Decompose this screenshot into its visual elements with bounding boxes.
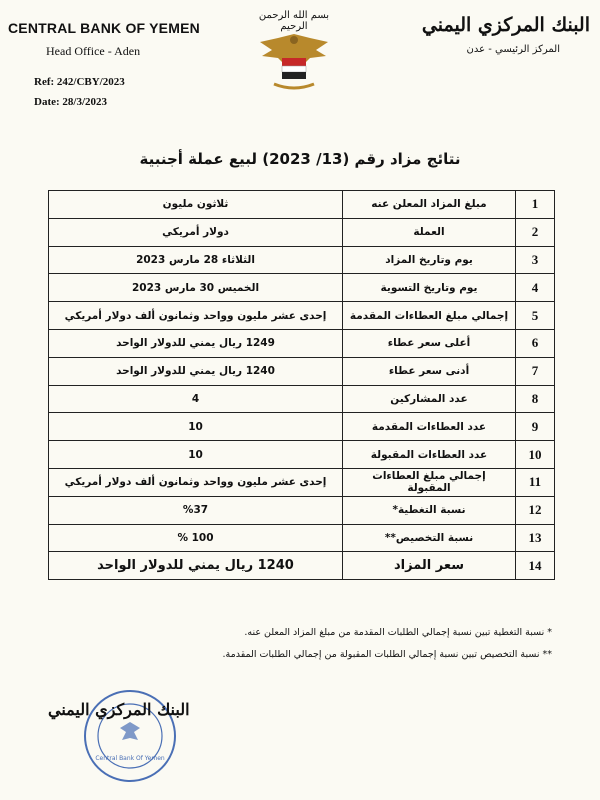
row-value: دولار أمريكي	[49, 218, 343, 246]
row-value: 10	[49, 413, 343, 441]
table-row	[49, 357, 555, 385]
row-value: 4	[49, 385, 343, 413]
table-row	[49, 191, 555, 219]
row-number: 9	[516, 413, 555, 441]
row-value: 1240 ريال يمني للدولار الواحد	[49, 357, 343, 385]
row-value: ثلاثون مليون	[49, 191, 343, 219]
row-label: عدد العطاءات المقدمة	[343, 413, 516, 441]
row-number: 8	[516, 385, 555, 413]
table-row	[49, 329, 555, 357]
table-row	[49, 302, 555, 330]
row-value: 100 %	[49, 524, 343, 552]
table-row	[49, 274, 555, 302]
bank-name-arabic: البنك المركزي اليمني	[421, 14, 590, 36]
row-number: 6	[516, 329, 555, 357]
row-number: 3	[516, 246, 555, 274]
row-label: عدد المشاركين	[343, 385, 516, 413]
svg-text:Central Bank Of Yemen: Central Bank Of Yemen	[95, 755, 165, 762]
row-label: سعر المزاد	[343, 552, 516, 580]
office-english: Head Office - Aden	[46, 44, 141, 58]
row-number: 12	[516, 496, 555, 524]
row-number: 10	[516, 441, 555, 469]
row-label: أدنى سعر عطاء	[343, 357, 516, 385]
row-label: أعلى سعر عطاء	[343, 329, 516, 357]
row-label: إجمالي مبلغ العطاءات المقدمة	[343, 302, 516, 330]
row-label: مبلغ المزاد المعلن عنه	[343, 191, 516, 219]
row-label: إجمالي مبلغ العطاءات المقبولة	[343, 468, 516, 496]
office-arabic: المركز الرئيسي - عدن	[466, 44, 560, 55]
letterhead-right	[390, 14, 590, 55]
row-number: 13	[516, 524, 555, 552]
row-value: إحدى عشر مليون وواحد وثمانون ألف دولار أمريكي	[49, 302, 343, 330]
row-value: الخميس 30 مارس 2023	[49, 274, 343, 302]
table-row	[49, 496, 555, 524]
row-number: 7	[516, 357, 555, 385]
auction-results-table	[48, 190, 555, 580]
row-label: يوم وتاريخ المزاد	[343, 246, 516, 274]
table-row	[49, 246, 555, 274]
row-number: 1	[516, 191, 555, 219]
table-row	[49, 524, 555, 552]
row-value: 1240 ريال يمني للدولار الواحد	[49, 552, 343, 580]
row-number: 4	[516, 274, 555, 302]
basmala-calligraphy: بسم الله الرحمن الرحيم	[258, 10, 330, 32]
row-label: يوم وتاريخ التسوية	[343, 274, 516, 302]
row-number: 2	[516, 218, 555, 246]
document-date: Date: 28/3/2023	[34, 96, 108, 108]
table-row	[49, 552, 555, 580]
table-row	[49, 441, 555, 469]
table-row	[49, 413, 555, 441]
row-value: 1249 ريال يمني للدولار الواحد	[49, 329, 343, 357]
row-value: الثلاثاء 28 مارس 2023	[49, 246, 343, 274]
reference-number: Ref: 242/CBY/2023	[34, 76, 125, 88]
row-value: %37	[49, 496, 343, 524]
letterhead-left	[8, 20, 228, 59]
table-row	[49, 468, 555, 496]
row-number: 11	[516, 468, 555, 496]
stamp-bank-name: البنك المركزي اليمني	[48, 700, 190, 719]
yemen-eagle-emblem-icon	[248, 8, 340, 100]
row-label: نسبة التخصيص**	[343, 524, 516, 552]
footnote-allocation: ** نسبة التخصيص تبين نسبة إجمالي الطلبات المقبولة من إجمالي الطلبات المقدمة.	[222, 649, 552, 660]
row-label: العملة	[343, 218, 516, 246]
table-row	[49, 218, 555, 246]
footnote-coverage: * نسبة التغطية تبين نسبة إجمالي الطلبات المقدمة من مبلغ المزاد المعلن عنه.	[244, 627, 552, 638]
row-label: عدد العطاءات المقبولة	[343, 441, 516, 469]
table-row	[49, 385, 555, 413]
row-number: 14	[516, 552, 555, 580]
row-label: نسبة التغطية*	[343, 496, 516, 524]
row-value: إحدى عشر مليون وواحد وثمانون ألف دولار أمريكي	[49, 468, 343, 496]
bank-name-english: CENTRAL BANK OF YEMEN	[8, 20, 200, 36]
footnotes	[52, 622, 552, 666]
row-value: 10	[49, 441, 343, 469]
auction-results-title: نتائج مزاد رقم (13/ 2023) لبيع عملة أجنبية	[139, 150, 461, 168]
row-number: 5	[516, 302, 555, 330]
